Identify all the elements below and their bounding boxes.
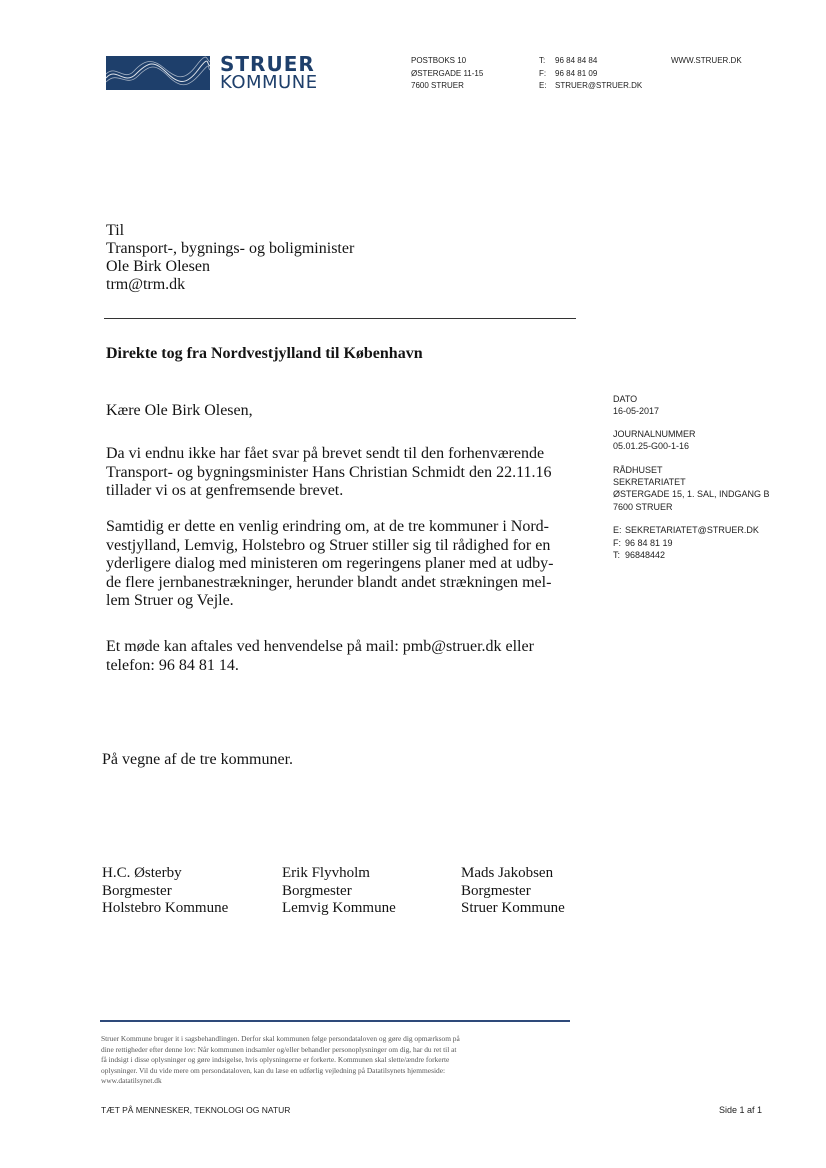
sidebar-address-line: 7600 STRUER	[613, 501, 673, 512]
page-number: Side 1 af 1	[719, 1105, 763, 1115]
privacy-line: få indsigt i disse oplysninger og gøre indsigelse, hvis oplysningerne er forkerte. Kommunen skal slette/ændre forkerte	[101, 1055, 450, 1064]
sidebar-contact-row	[613, 537, 770, 549]
privacy-line: dine rettigheder efter denne lov: Når kommunen indsamler og/eller behandler personoplysninger om dig, har du ret til at	[101, 1044, 457, 1054]
sidebar-contact-row	[613, 549, 770, 561]
recipient-line: Til	[106, 222, 125, 239]
sidebar-address-line: SEKRETARIATET	[613, 477, 686, 488]
privacy-line: Struer Kommune bruger it i sagsbehandlingen. Derfor skal kommunen følge persondataloven og gøre dig opmærksom på	[101, 1034, 460, 1043]
signatory-name: Erik Flyvholm	[282, 865, 370, 881]
sidebar	[613, 393, 770, 561]
header-contact-prefixes	[539, 55, 547, 93]
greeting: Kære Ole Birk Olesen,	[106, 402, 253, 419]
header-email[interactable]: STRUER@STRUER.DK	[555, 81, 643, 90]
signatory-name: H.C. Østerby	[102, 865, 182, 881]
sidebar-fax-prefix: F:	[613, 537, 621, 548]
journal-label: JOURNALNUMMER	[613, 428, 696, 439]
sidebar-email[interactable]: SEKRETARIATET@STRUER.DK	[625, 525, 759, 536]
logo-subname: KOMMUNE	[220, 72, 318, 93]
paragraph-line: lem Struer og Vejle.	[106, 592, 234, 609]
paragraph-line: tillader vi os at genfremsende brevet.	[106, 482, 344, 499]
journal-value: 05.01.25-G00-1-16	[613, 441, 690, 452]
sidebar-phone: 96848442	[625, 550, 666, 561]
paragraph-1	[106, 445, 551, 501]
sidebar-address-line: RÅDHUSET	[613, 464, 663, 475]
paragraph-line: Transport- og bygningsminister Hans Christian Schmidt den 22.11.16	[106, 463, 552, 481]
paragraph-line: Et møde kan aftales ved henvendelse på mail: pmb@struer.dk eller	[106, 638, 534, 655]
sidebar-fax: 96 84 81 19	[625, 537, 673, 548]
header-fax: 96 84 81 09	[555, 68, 598, 78]
header-address	[411, 55, 483, 93]
header-website[interactable]: WWW.STRUER.DK	[671, 56, 742, 65]
signatory	[282, 865, 396, 918]
paragraph-line: vestjylland, Lemvig, Holstebro og Struer stiller sig til rådighed for en	[106, 536, 551, 554]
phone-prefix: T:	[539, 56, 546, 65]
paragraph-line: yderligere dialog med ministeren om regeringens planer med at udby-	[106, 555, 554, 572]
paragraph-2	[106, 518, 553, 611]
recipient-divider	[104, 318, 576, 319]
email-prefix: E:	[539, 81, 547, 90]
paragraph-line: de flere jernbanestrækninger, herunder blandt andet strækningen mel-	[106, 573, 552, 591]
logo-name: STRUER	[220, 52, 315, 76]
footer-divider	[100, 1020, 570, 1022]
signatory-title: Borgmester	[282, 882, 352, 899]
privacy-line: oplysninger. Vil du vide mere om persondataloven, kan du læse en udførlig vejledning på Datatilsynets hjemmeside:	[101, 1065, 446, 1075]
signatory-name: Mads Jakobsen	[461, 865, 554, 881]
signatory-title: Borgmester	[461, 882, 531, 899]
header-address-line: POSTBOKS 10	[411, 56, 467, 65]
privacy-link[interactable]: www.datatilsynet.dk	[101, 1076, 162, 1085]
sidebar-address-line: ØSTERGADE 15, 1. SAL, INDGANG B	[613, 489, 770, 500]
recipient-line: Transport-, bygnings- og boligminister	[106, 240, 355, 257]
recipient-line: Ole Birk Olesen	[106, 258, 210, 275]
subject-heading: Direkte tog fra Nordvestjylland til København	[106, 345, 423, 362]
header-contact-values	[555, 55, 642, 93]
date-label: DATO	[613, 394, 638, 404]
recipient-block	[106, 222, 354, 294]
header-address-line: ØSTERGADE 11-15	[411, 68, 484, 78]
date-value: 16-05-2017	[613, 406, 660, 417]
signatory-municipality: Struer Kommune	[461, 900, 565, 916]
sidebar-email-prefix: E:	[613, 525, 622, 536]
logo	[106, 52, 326, 94]
header-address-line: 7600 STRUER	[411, 81, 464, 90]
signatory	[102, 865, 228, 918]
recipient-email[interactable]: trm@trm.dk	[106, 276, 186, 293]
signatory-municipality: Lemvig Kommune	[282, 900, 396, 916]
sidebar-phone-prefix: T:	[613, 550, 621, 561]
paragraph-3	[106, 638, 534, 675]
signatory	[461, 865, 565, 918]
paragraph-line: telefon: 96 84 81 14.	[106, 656, 239, 674]
signatory-municipality: Holstebro Kommune	[102, 900, 229, 916]
fax-prefix: F:	[539, 68, 547, 78]
header-phone: 96 84 84 84	[555, 56, 598, 65]
logo-wave-icon	[106, 56, 210, 90]
paragraph-line: Da vi endnu ikke har fået svar på brevet sendt til den forhenværende	[106, 445, 545, 462]
signatory-title: Borgmester	[102, 882, 172, 899]
closing: På vegne af de tre kommuner.	[102, 751, 294, 768]
privacy-notice	[101, 1034, 460, 1087]
paragraph-line: Samtidig er dette en venlig erindring om, at de tre kommuner i Nord-	[106, 518, 549, 535]
sidebar-contact-row	[613, 524, 770, 536]
footer-slogan: TÆT PÅ MENNESKER, TEKNOLOGI OG NATUR	[101, 1105, 291, 1115]
